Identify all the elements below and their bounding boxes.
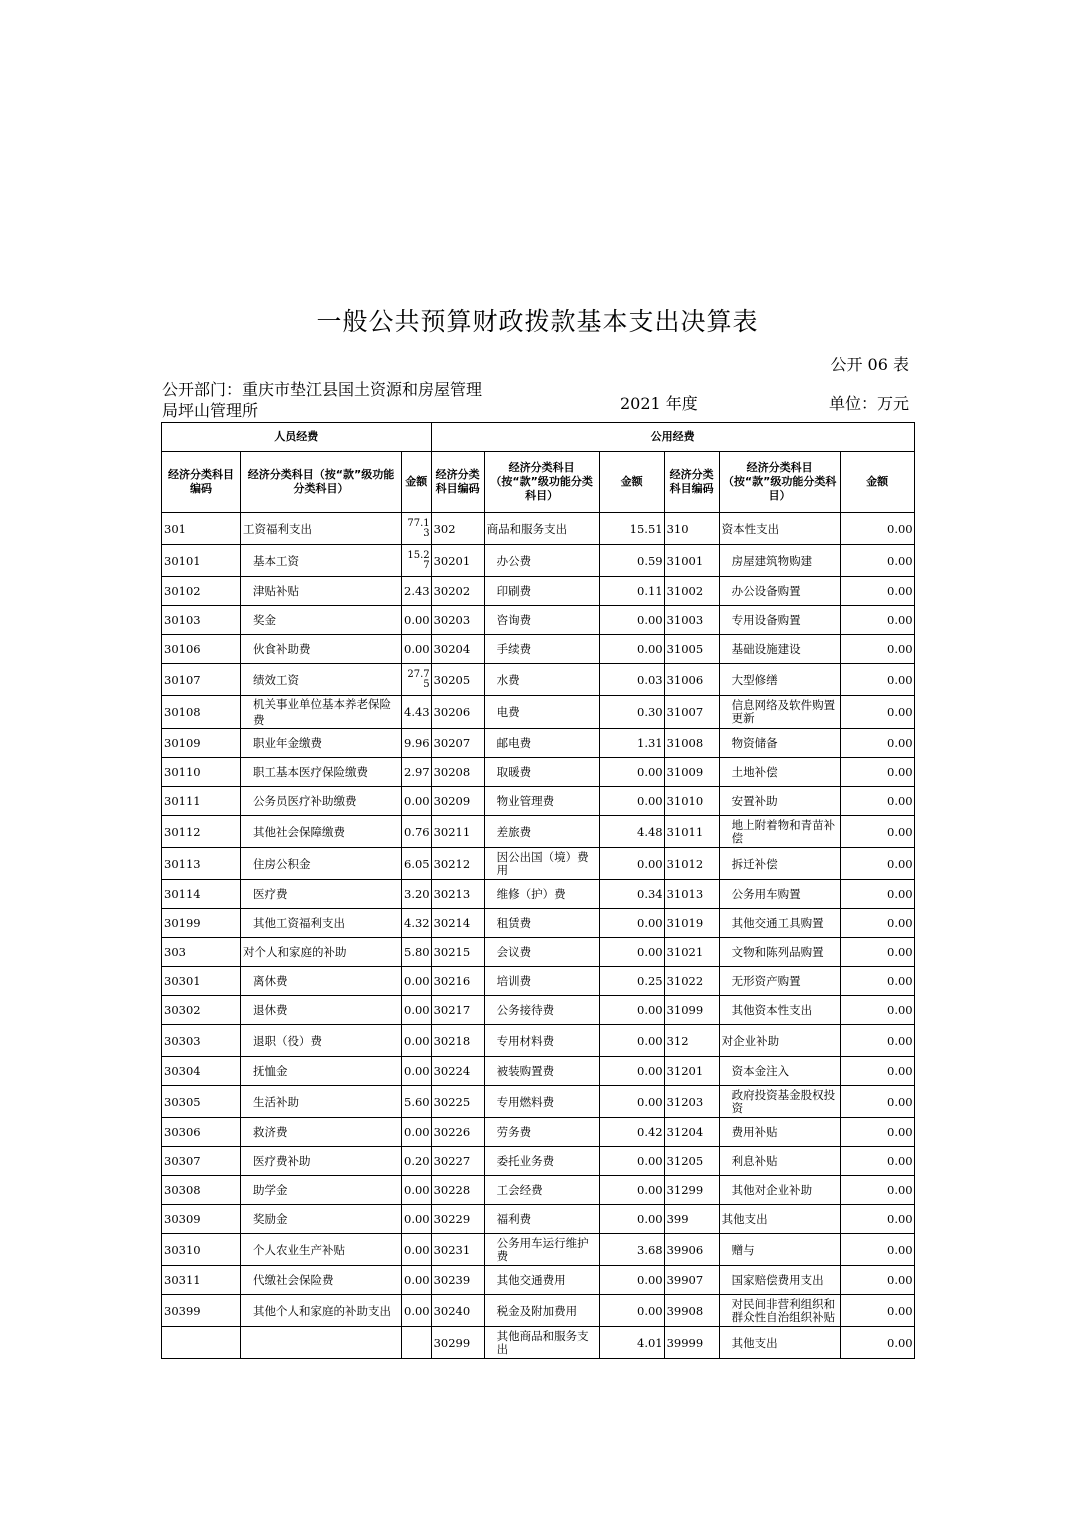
cell-name-b: 公务接待费	[484, 996, 599, 1025]
cell-code-a: 30109	[162, 729, 241, 758]
cell-amount-c: 0.00	[840, 1147, 914, 1176]
cell-code-b: 30225	[431, 1086, 484, 1118]
cell-amount-b: 0.42	[599, 1118, 664, 1147]
table-row	[162, 938, 915, 967]
cell-name-b: 电费	[484, 696, 599, 729]
cell-code-c: 31003	[664, 606, 719, 635]
cell-name-a: 绩效工资	[241, 664, 402, 696]
unit-label: 单位：万元	[828, 394, 909, 413]
cell-amount-b: 0.00	[599, 1147, 664, 1176]
cell-name-b: 其他交通费用	[484, 1266, 599, 1295]
cell-code-b: 30208	[431, 758, 484, 787]
cell-amount-b: 0.00	[599, 1057, 664, 1086]
cell-code-b: 30212	[431, 848, 484, 880]
cell-code-a: 301	[162, 513, 241, 545]
cell-code-c: 31008	[664, 729, 719, 758]
header-code-c: 经济分类科目编码	[664, 452, 719, 513]
cell-name-c: 政府投资基金股权投资	[719, 1086, 840, 1118]
cell-amount-c: 0.00	[840, 1205, 914, 1234]
cell-amount-c: 0.00	[840, 577, 914, 606]
cell-code-c: 31204	[664, 1118, 719, 1147]
cell-code-c: 31205	[664, 1147, 719, 1176]
cell-name-c: 利息补贴	[719, 1147, 840, 1176]
cell-name-a: 离休费	[241, 967, 402, 996]
cell-code-a: 30101	[162, 545, 241, 577]
cell-amount-b: 4.48	[599, 816, 664, 848]
cell-amount-b: 0.00	[599, 758, 664, 787]
cell-amount-c: 0.00	[840, 1086, 914, 1118]
cell-amount-a: 4.32	[402, 909, 432, 938]
cell-code-a: 30110	[162, 758, 241, 787]
cell-code-c: 31011	[664, 816, 719, 848]
cell-code-c: 310	[664, 513, 719, 545]
cell-code-a: 30114	[162, 880, 241, 909]
cell-name-a: 助学金	[241, 1176, 402, 1205]
cell-code-c: 31299	[664, 1176, 719, 1205]
cell-name-b: 专用燃料费	[484, 1086, 599, 1118]
cell-name-a: 奖金	[241, 606, 402, 635]
cell-code-c: 31001	[664, 545, 719, 577]
cell-code-c: 31013	[664, 880, 719, 909]
cell-amount-c: 0.00	[840, 848, 914, 880]
cell-amount-a: 6.05	[402, 848, 432, 880]
cell-name-a: 其他社会保障缴费	[241, 816, 402, 848]
cell-amount-a: 27.75	[402, 664, 432, 696]
cell-amount-a: 15.27	[402, 545, 432, 577]
table-row	[162, 545, 915, 577]
cell-amount-b: 0.00	[599, 1176, 664, 1205]
cell-amount-b: 0.00	[599, 909, 664, 938]
cell-name-b: 手续费	[484, 635, 599, 664]
department-label: 公开部门：重庆市垫江县国土资源和房屋管理局坪山管理所	[162, 380, 483, 420]
cell-code-c: 31006	[664, 664, 719, 696]
table-row	[162, 606, 915, 635]
cell-code-b: 30240	[431, 1295, 484, 1327]
cell-name-a: 职工基本医疗保险缴费	[241, 758, 402, 787]
cell-name-b: 办公费	[484, 545, 599, 577]
cell-code-b: 30216	[431, 967, 484, 996]
cell-name-b: 物业管理费	[484, 787, 599, 816]
cell-name-b: 商品和服务支出	[484, 513, 599, 545]
cell-name-a: 生活补助	[241, 1086, 402, 1118]
cell-name-a: 退休费	[241, 996, 402, 1025]
cell-code-c: 31009	[664, 758, 719, 787]
cell-amount-c: 0.00	[840, 513, 914, 545]
cell-code-c: 31005	[664, 635, 719, 664]
cell-name-c: 拆迁补偿	[719, 848, 840, 880]
cell-code-b: 30202	[431, 577, 484, 606]
cell-amount-b: 15.51	[599, 513, 664, 545]
cell-name-c: 资本金注入	[719, 1057, 840, 1086]
cell-name-b: 咨询费	[484, 606, 599, 635]
table-row	[162, 1057, 915, 1086]
cell-name-b: 维修（护）费	[484, 880, 599, 909]
cell-amount-c: 0.00	[840, 967, 914, 996]
cell-code-a: 30303	[162, 1025, 241, 1057]
cell-name-a: 伙食补助费	[241, 635, 402, 664]
cell-amount-b: 3.68	[599, 1234, 664, 1266]
table-row	[162, 1118, 915, 1147]
cell-amount-c: 0.00	[840, 635, 914, 664]
cell-amount-c: 0.00	[840, 938, 914, 967]
cell-name-a: 住房公积金	[241, 848, 402, 880]
cell-amount-b: 0.59	[599, 545, 664, 577]
page-title: 一般公共预算财政拨款基本支出决算表	[316, 307, 759, 336]
cell-code-a: 30113	[162, 848, 241, 880]
header-code-b: 经济分类科目编码	[431, 452, 484, 513]
cell-amount-c: 0.00	[840, 545, 914, 577]
cell-amount-a: 0.00	[402, 787, 432, 816]
cell-name-a: 其他个人和家庭的补助支出	[241, 1295, 402, 1327]
cell-name-c: 房屋建筑物购建	[719, 545, 840, 577]
cell-amount-c: 0.00	[840, 880, 914, 909]
cell-code-b: 30224	[431, 1057, 484, 1086]
cell-code-b: 30204	[431, 635, 484, 664]
cell-name-c: 安置补助	[719, 787, 840, 816]
cell-name-c: 公务用车购置	[719, 880, 840, 909]
cell-amount-a: 0.00	[402, 1205, 432, 1234]
cell-code-a: 30108	[162, 696, 241, 729]
cell-amount-c: 0.00	[840, 1118, 914, 1147]
cell-amount-a: 0.00	[402, 1057, 432, 1086]
cell-amount-c: 0.00	[840, 996, 914, 1025]
table-row	[162, 880, 915, 909]
cell-amount-b: 0.00	[599, 1205, 664, 1234]
cell-amount-b: 0.34	[599, 880, 664, 909]
cell-code-a	[162, 1327, 241, 1359]
cell-amount-b: 0.25	[599, 967, 664, 996]
cell-name-a: 公务员医疗补助缴费	[241, 787, 402, 816]
cell-name-b: 邮电费	[484, 729, 599, 758]
cell-name-c: 地上附着物和青苗补偿	[719, 816, 840, 848]
cell-code-a: 30311	[162, 1266, 241, 1295]
cell-name-a: 个人农业生产补贴	[241, 1234, 402, 1266]
cell-amount-b: 0.00	[599, 1025, 664, 1057]
cell-name-a: 职业年金缴费	[241, 729, 402, 758]
fiscal-year: 2021 年度	[620, 394, 698, 413]
cell-name-c: 赠与	[719, 1234, 840, 1266]
table-row	[162, 848, 915, 880]
cell-code-b: 302	[431, 513, 484, 545]
table-row	[162, 758, 915, 787]
cell-name-c: 信息网络及软件购置更新	[719, 696, 840, 729]
table-row	[162, 1295, 915, 1327]
cell-code-b: 30201	[431, 545, 484, 577]
cell-name-b: 其他商品和服务支出	[484, 1327, 599, 1359]
table-row	[162, 513, 915, 545]
cell-code-c: 31021	[664, 938, 719, 967]
cell-amount-c: 0.00	[840, 696, 914, 729]
table-row	[162, 816, 915, 848]
cell-amount-a: 0.00	[402, 635, 432, 664]
cell-amount-a	[402, 1327, 432, 1359]
cell-amount-c: 0.00	[840, 606, 914, 635]
cell-code-a: 30304	[162, 1057, 241, 1086]
cell-name-c: 物资储备	[719, 729, 840, 758]
cell-code-b: 30206	[431, 696, 484, 729]
cell-name-a: 基本工资	[241, 545, 402, 577]
cell-amount-a: 0.00	[402, 996, 432, 1025]
cell-name-b: 水费	[484, 664, 599, 696]
cell-code-b: 30229	[431, 1205, 484, 1234]
table-body	[162, 513, 915, 1359]
table-row	[162, 967, 915, 996]
cell-name-a: 工资福利支出	[241, 513, 402, 545]
cell-name-c: 专用设备购置	[719, 606, 840, 635]
cell-amount-c: 0.00	[840, 909, 914, 938]
table-row	[162, 1176, 915, 1205]
cell-amount-c: 0.00	[840, 1327, 914, 1359]
cell-code-c: 39908	[664, 1295, 719, 1327]
table-row	[162, 909, 915, 938]
cell-amount-b: 0.03	[599, 664, 664, 696]
cell-code-a: 30103	[162, 606, 241, 635]
cell-code-c: 39907	[664, 1266, 719, 1295]
cell-name-b: 被装购置费	[484, 1057, 599, 1086]
cell-amount-a: 77.13	[402, 513, 432, 545]
cell-name-a: 奖励金	[241, 1205, 402, 1234]
cell-amount-c: 0.00	[840, 664, 914, 696]
cell-amount-b: 0.00	[599, 848, 664, 880]
cell-code-a: 30307	[162, 1147, 241, 1176]
table-row	[162, 635, 915, 664]
cell-name-c: 对企业补助	[719, 1025, 840, 1057]
cell-amount-b: 0.00	[599, 606, 664, 635]
header-name-b: 经济分类科目（按“款”级功能分类科目）	[484, 452, 599, 513]
cell-code-c: 312	[664, 1025, 719, 1057]
table-row	[162, 696, 915, 729]
cell-code-c: 31201	[664, 1057, 719, 1086]
cell-amount-b: 0.00	[599, 787, 664, 816]
cell-code-b: 30227	[431, 1147, 484, 1176]
cell-name-a: 机关事业单位基本养老保险费	[241, 696, 402, 729]
cell-amount-c: 0.00	[840, 1266, 914, 1295]
cell-code-b: 30299	[431, 1327, 484, 1359]
cell-code-b: 30228	[431, 1176, 484, 1205]
cell-amount-a: 0.00	[402, 1234, 432, 1266]
cell-name-b: 税金及附加费用	[484, 1295, 599, 1327]
header-amount-b: 金额	[599, 452, 664, 513]
cell-name-c: 其他对企业补助	[719, 1176, 840, 1205]
cell-code-c: 31002	[664, 577, 719, 606]
cell-code-a: 30301	[162, 967, 241, 996]
cell-name-b: 培训费	[484, 967, 599, 996]
cell-code-c: 399	[664, 1205, 719, 1234]
cell-code-a: 30309	[162, 1205, 241, 1234]
cell-code-a: 30305	[162, 1086, 241, 1118]
cell-code-a: 30310	[162, 1234, 241, 1266]
cell-amount-a: 0.00	[402, 1025, 432, 1057]
table-row	[162, 577, 915, 606]
cell-amount-c: 0.00	[840, 758, 914, 787]
header-code: 经济分类科目编码	[162, 452, 241, 513]
cell-name-b: 会议费	[484, 938, 599, 967]
header-name: 经济分类科目（按“款”级功能分类科目）	[241, 452, 402, 513]
cell-amount-c: 0.00	[840, 1234, 914, 1266]
cell-code-c: 39999	[664, 1327, 719, 1359]
cell-name-c: 基础设施建设	[719, 635, 840, 664]
cell-amount-a: 0.00	[402, 967, 432, 996]
cell-name-b: 福利费	[484, 1205, 599, 1234]
cell-amount-b: 4.01	[599, 1327, 664, 1359]
cell-code-c: 31099	[664, 996, 719, 1025]
cell-code-b: 30231	[431, 1234, 484, 1266]
cell-code-a: 30106	[162, 635, 241, 664]
cell-code-b: 30215	[431, 938, 484, 967]
cell-name-a: 医疗费补助	[241, 1147, 402, 1176]
cell-name-c: 大型修缮	[719, 664, 840, 696]
cell-name-c: 资本性支出	[719, 513, 840, 545]
cell-code-b: 30214	[431, 909, 484, 938]
cell-amount-a: 4.43	[402, 696, 432, 729]
cell-code-a: 303	[162, 938, 241, 967]
cell-code-b: 30218	[431, 1025, 484, 1057]
cell-name-a: 津贴补贴	[241, 577, 402, 606]
cell-amount-a: 0.76	[402, 816, 432, 848]
cell-name-b: 委托业务费	[484, 1147, 599, 1176]
cell-name-b: 租赁费	[484, 909, 599, 938]
cell-code-c: 31022	[664, 967, 719, 996]
cell-code-a: 30302	[162, 996, 241, 1025]
cell-amount-a: 0.00	[402, 1118, 432, 1147]
cell-code-c: 31203	[664, 1086, 719, 1118]
cell-name-b: 取暖费	[484, 758, 599, 787]
cell-name-a: 代缴社会保险费	[241, 1266, 402, 1295]
cell-name-a: 抚恤金	[241, 1057, 402, 1086]
cell-name-c: 无形资产购置	[719, 967, 840, 996]
cell-amount-c: 0.00	[840, 729, 914, 758]
cell-name-c: 国家赔偿费用支出	[719, 1266, 840, 1295]
cell-amount-c: 0.00	[840, 1025, 914, 1057]
table-row	[162, 787, 915, 816]
cell-amount-b: 0.00	[599, 1086, 664, 1118]
cell-amount-a: 0.00	[402, 1176, 432, 1205]
cell-name-b: 专用材料费	[484, 1025, 599, 1057]
cell-code-a: 30111	[162, 787, 241, 816]
cell-code-b: 30203	[431, 606, 484, 635]
cell-code-a: 30399	[162, 1295, 241, 1327]
header-name-c: 经济分类科目（按“款”级功能分类科目）	[719, 452, 840, 513]
cell-code-c: 31019	[664, 909, 719, 938]
cell-amount-a: 2.43	[402, 577, 432, 606]
cell-name-a: 救济费	[241, 1118, 402, 1147]
cell-code-c: 31007	[664, 696, 719, 729]
cell-amount-b: 0.00	[599, 996, 664, 1025]
cell-code-b: 30209	[431, 787, 484, 816]
cell-amount-c: 0.00	[840, 1176, 914, 1205]
cell-amount-a: 3.20	[402, 880, 432, 909]
cell-name-b: 印刷费	[484, 577, 599, 606]
cell-amount-b: 0.00	[599, 635, 664, 664]
cell-name-a: 其他工资福利支出	[241, 909, 402, 938]
cell-code-c: 31010	[664, 787, 719, 816]
table-row	[162, 996, 915, 1025]
cell-name-b: 公务用车运行维护费	[484, 1234, 599, 1266]
cell-code-b: 30205	[431, 664, 484, 696]
cell-code-a: 30306	[162, 1118, 241, 1147]
group-public: 公用经费	[431, 423, 914, 452]
header-amount-c: 金额	[840, 452, 914, 513]
cell-name-c: 对民间非营利组织和群众性自治组织补贴	[719, 1295, 840, 1327]
cell-amount-a: 9.96	[402, 729, 432, 758]
cell-amount-a: 0.00	[402, 606, 432, 635]
cell-code-a: 30102	[162, 577, 241, 606]
cell-code-a: 30199	[162, 909, 241, 938]
cell-amount-c: 0.00	[840, 1295, 914, 1327]
cell-amount-b: 0.30	[599, 696, 664, 729]
cell-code-b: 30217	[431, 996, 484, 1025]
cell-name-a: 退职（役）费	[241, 1025, 402, 1057]
cell-amount-c: 0.00	[840, 1057, 914, 1086]
cell-name-b: 劳务费	[484, 1118, 599, 1147]
cell-amount-b: 0.00	[599, 1295, 664, 1327]
cell-amount-a: 2.97	[402, 758, 432, 787]
cell-name-c: 其他资本性支出	[719, 996, 840, 1025]
cell-code-c: 39906	[664, 1234, 719, 1266]
cell-name-c: 其他支出	[719, 1205, 840, 1234]
table-row	[162, 1234, 915, 1266]
cell-name-a	[241, 1327, 402, 1359]
cell-code-b: 30239	[431, 1266, 484, 1295]
cell-code-a: 30112	[162, 816, 241, 848]
cell-amount-a: 5.80	[402, 938, 432, 967]
header-amount: 金额	[402, 452, 432, 513]
table-row	[162, 729, 915, 758]
cell-name-c: 文物和陈列品购置	[719, 938, 840, 967]
cell-code-b: 30207	[431, 729, 484, 758]
cell-amount-a: 5.60	[402, 1086, 432, 1118]
cell-name-a: 医疗费	[241, 880, 402, 909]
table-row	[162, 1025, 915, 1057]
table-row	[162, 1205, 915, 1234]
group-personnel: 人员经费	[162, 423, 432, 452]
table-row	[162, 664, 915, 696]
cell-name-c: 其他支出	[719, 1327, 840, 1359]
cell-code-b: 30213	[431, 880, 484, 909]
cell-amount-b: 0.00	[599, 938, 664, 967]
cell-code-c: 31012	[664, 848, 719, 880]
table-row	[162, 1266, 915, 1295]
cell-amount-c: 0.00	[840, 787, 914, 816]
table-number: 公开 06 表	[830, 355, 909, 374]
cell-amount-a: 0.00	[402, 1295, 432, 1327]
cell-name-b: 工会经费	[484, 1176, 599, 1205]
cell-code-a: 30308	[162, 1176, 241, 1205]
expenditure-table	[161, 422, 915, 1359]
table-row	[162, 1147, 915, 1176]
cell-name-c: 费用补贴	[719, 1118, 840, 1147]
cell-name-c: 其他交通工具购置	[719, 909, 840, 938]
cell-name-b: 差旅费	[484, 816, 599, 848]
cell-code-b: 30211	[431, 816, 484, 848]
cell-amount-b: 1.31	[599, 729, 664, 758]
cell-amount-a: 0.20	[402, 1147, 432, 1176]
table-row	[162, 1086, 915, 1118]
cell-amount-b: 0.00	[599, 1266, 664, 1295]
cell-code-b: 30226	[431, 1118, 484, 1147]
cell-amount-b: 0.11	[599, 577, 664, 606]
cell-name-a: 对个人和家庭的补助	[241, 938, 402, 967]
cell-amount-c: 0.00	[840, 816, 914, 848]
cell-amount-a: 0.00	[402, 1266, 432, 1295]
cell-name-c: 办公设备购置	[719, 577, 840, 606]
cell-name-b: 因公出国（境）费用	[484, 848, 599, 880]
cell-name-c: 土地补偿	[719, 758, 840, 787]
cell-code-a: 30107	[162, 664, 241, 696]
table-row	[162, 1327, 915, 1359]
